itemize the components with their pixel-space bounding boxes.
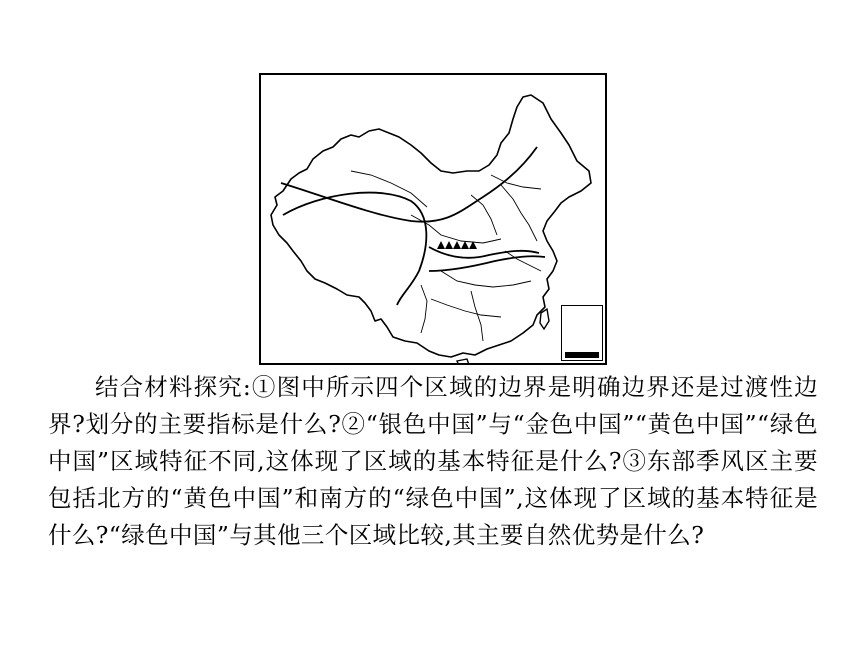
question-paragraph: 结合材料探究:①图中所示四个区域的边界是明确边界还是过渡性边界?划分的主要指标是什么?②“银色中国”与“金色中国”“黄色中国”“绿色中国”区域特征不同,这体现了区域的基本特征是什么?③东部季风区主要包括北方的“黄色中国”和南方的“绿色中国”,这体现了区域的基本特征是什么?“绿色中国”与其他三个区域比较,其主要自然优势是什么? — [48, 373, 818, 549]
hainan-outline — [457, 359, 469, 365]
taiwan-outline — [540, 309, 549, 329]
inset-label-south-china-sea — [565, 352, 599, 358]
boundary-qinghai-tibet — [283, 193, 426, 305]
china-region-map — [259, 73, 607, 365]
question-text-block — [48, 369, 818, 554]
china-border-outline — [271, 95, 591, 357]
china-outline-svg — [261, 75, 607, 365]
south-china-sea-inset — [561, 305, 603, 361]
province-lines — [351, 171, 541, 341]
boundary-north-south — [429, 256, 545, 271]
boundary-northwest — [281, 147, 537, 222]
